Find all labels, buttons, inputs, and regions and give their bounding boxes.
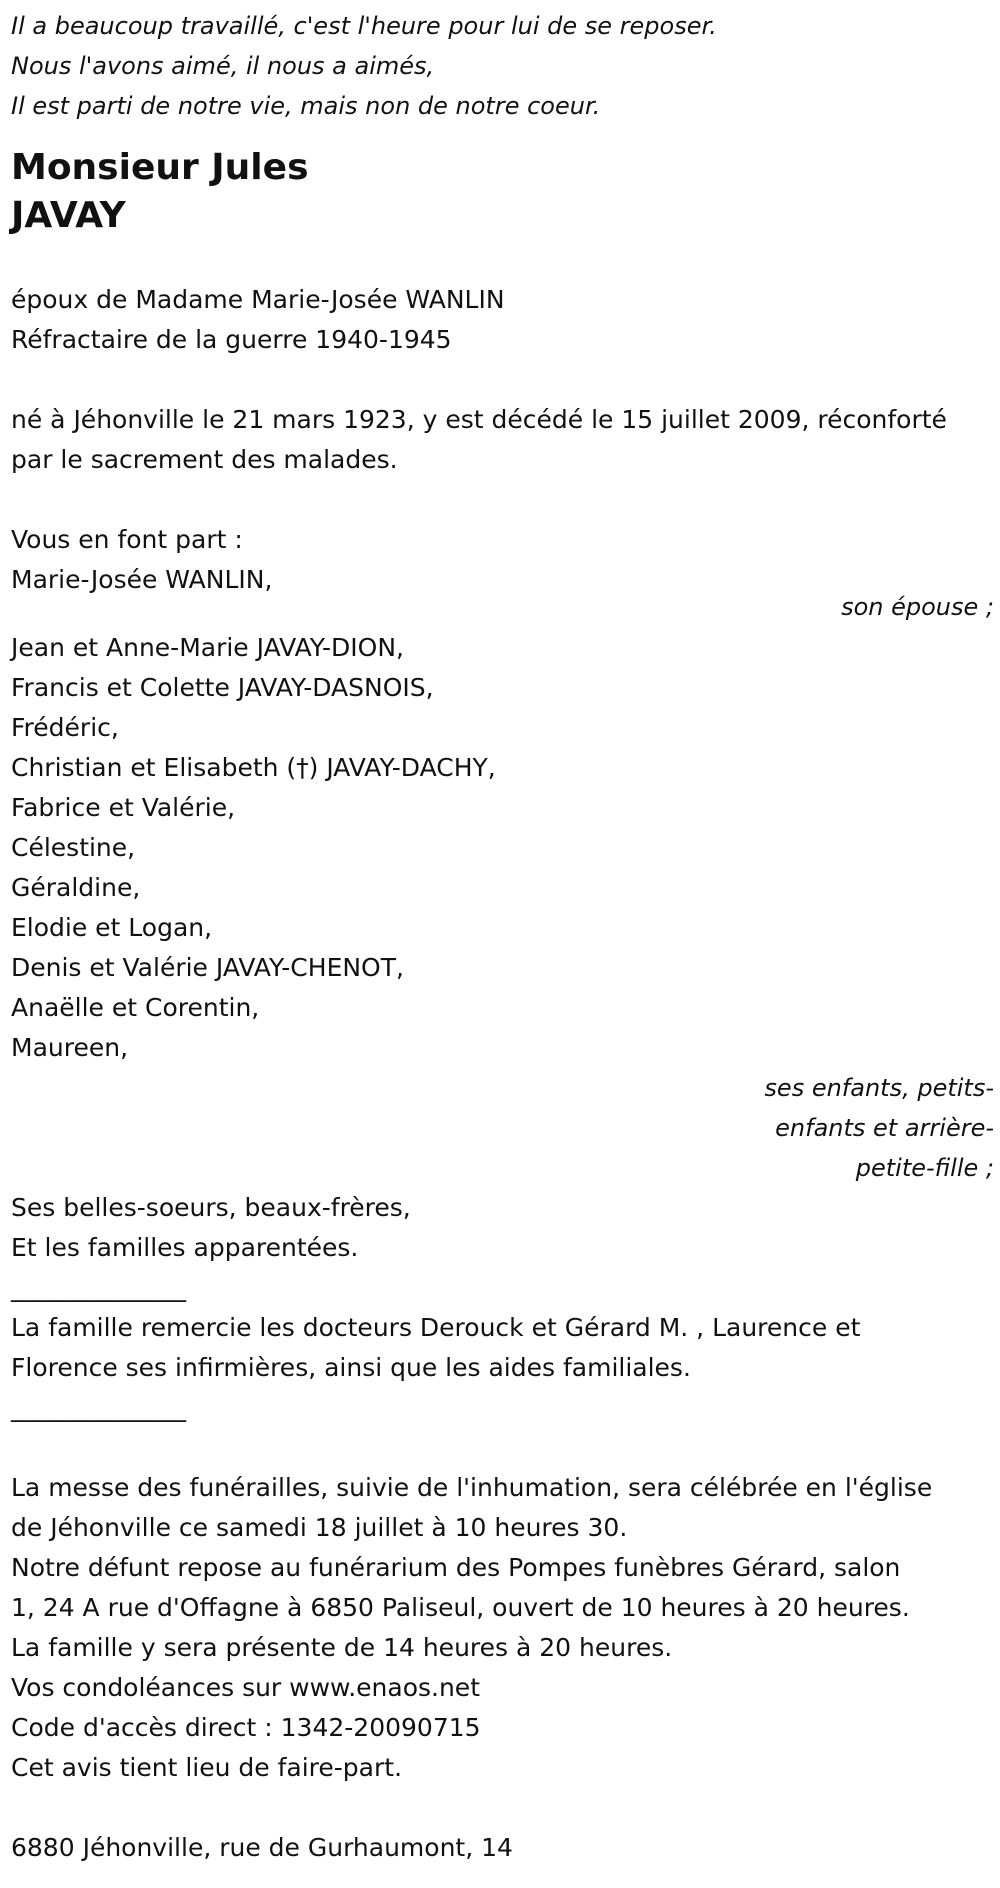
- list-item: Elodie et Logan,: [11, 913, 213, 942]
- thanks: [11, 1308, 1000, 1388]
- list-item: Fabrice et Valérie,: [11, 793, 236, 822]
- obituary-notice: [0, 6, 1000, 1888]
- ceremony-info: [11, 1468, 1000, 1788]
- list-item: Frédéric,: [11, 713, 119, 742]
- birth-death-line: par le sacrement des malades.: [11, 445, 398, 474]
- ceremony-line: Cet avis tient lieu de faire-part.: [11, 1753, 403, 1782]
- epigraph-line: Nous l'avons aimé, il nous a aimés,: [11, 52, 435, 80]
- separator: ______________: [11, 1273, 186, 1302]
- spouse-name: Marie-Josée WANLIN,: [11, 565, 273, 594]
- thanks-line: Florence ses infirmières, ainsi que les aides familiales.: [11, 1353, 691, 1382]
- ceremony-line: Notre défunt repose au funérarium des Pompes funèbres Gérard, salon: [11, 1553, 901, 1582]
- list-item: Denis et Valérie JAVAY-CHENOT,: [11, 953, 404, 982]
- ceremony-line: Vos condoléances sur www.enaos.net: [11, 1673, 480, 1702]
- ceremony-line: de Jéhonville ce samedi 18 juillet à 10 heures 30.: [11, 1513, 628, 1542]
- children-role-line: ses enfants, petits-: [764, 1074, 994, 1102]
- birth-death: [11, 400, 1000, 480]
- list-item: Christian et Elisabeth (†) JAVAY-DACHY,: [11, 753, 496, 782]
- ceremony-line: Code d'accès direct : 1342-20090715: [11, 1713, 481, 1742]
- details-line: époux de Madame Marie-Josée WANLIN: [11, 285, 505, 314]
- details: [11, 280, 1000, 360]
- thanks-line: La famille remercie les docteurs Derouck et Gérard M. , Laurence et: [11, 1313, 861, 1342]
- details-line: Réfractaire de la guerre 1940-1945: [11, 325, 452, 354]
- epigraph-line: Il a beaucoup travaillé, c'est l'heure pour lui de se reposer.: [11, 12, 717, 40]
- list-item: Anaëlle et Corentin,: [11, 993, 260, 1022]
- epigraph-line: Il est parti de notre vie, mais non de notre coeur.: [11, 92, 601, 120]
- children-list: [11, 628, 1000, 1068]
- birth-death-line: né à Jéhonville le 21 mars 1923, y est décédé le 15 juillet 2009, réconforté: [11, 405, 947, 434]
- ceremony-line: La messe des funérailles, suivie de l'inhumation, sera célébrée en l'église: [11, 1473, 933, 1502]
- ceremony-line: 1, 24 A rue d'Offagne à 6850 Paliseul, ouvert de 10 heures à 20 heures.: [11, 1593, 910, 1622]
- list-item: Francis et Colette JAVAY-DASNOIS,: [11, 673, 434, 702]
- epigraph: [11, 6, 1000, 126]
- ceremony-line: La famille y sera présente de 14 heures à 20 heures.: [11, 1633, 673, 1662]
- announcement: [11, 520, 1000, 1268]
- list-item: Maureen,: [11, 1033, 129, 1062]
- list-item: Célestine,: [11, 833, 136, 862]
- address: 6880 Jéhonville, rue de Gurhaumont, 14: [11, 1833, 513, 1862]
- list-item: Géraldine,: [11, 873, 141, 902]
- spouse-role: son épouse ;: [841, 593, 994, 621]
- separator: ______________: [11, 1393, 186, 1422]
- announcement-intro: Vous en font part :: [11, 525, 243, 554]
- children-role-line: petite-fille ;: [855, 1154, 994, 1182]
- name-line-2: JAVAY: [11, 195, 126, 236]
- name-line-1: Monsieur Jules: [11, 147, 309, 188]
- deceased-name: [11, 144, 1000, 240]
- list-item: Jean et Anne-Marie JAVAY-DION,: [11, 633, 405, 662]
- other-family: [11, 1188, 1000, 1268]
- children-role-line: enfants et arrière-: [775, 1114, 994, 1142]
- other-family-line: Et les familles apparentées.: [11, 1233, 359, 1262]
- children-role: [11, 1068, 1000, 1188]
- other-family-line: Ses belles-soeurs, beaux-frères,: [11, 1193, 411, 1222]
